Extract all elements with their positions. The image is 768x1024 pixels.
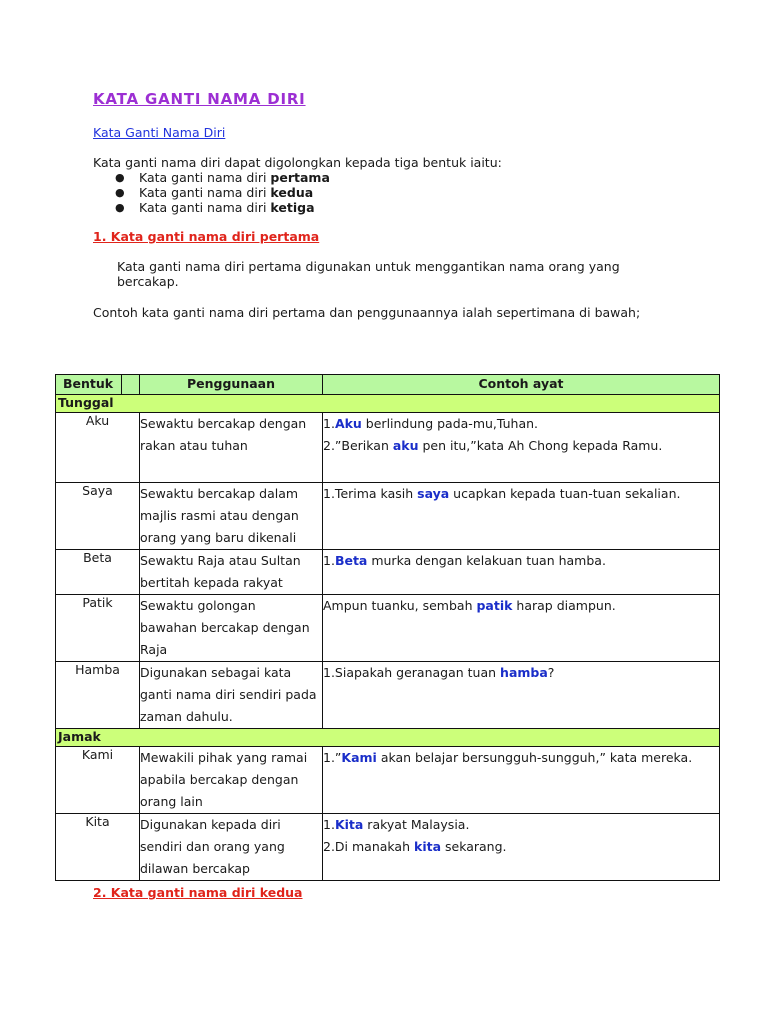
example-text: ucapkan kepada tuan-tuan sekalian. [449,486,681,501]
cell-contoh [323,814,720,881]
cell-contoh [323,413,720,483]
usage-line: Sewaktu golongan [140,598,256,613]
cell-bentuk: Patik [56,595,140,662]
pronoun-table [55,374,720,881]
example-text: murka dengan kelakuan tuan hamba. [367,553,606,568]
table-row [56,814,720,881]
usage-line: bawahan bercakap dengan [140,620,310,635]
example-line [323,662,719,684]
example-text: rakyat Malaysia. [363,817,470,832]
subtitle-link[interactable]: Kata Ganti Nama Diri [93,125,226,140]
cell-penggunaan [140,814,323,881]
section-1-paragraph: Kata ganti nama diri pertama digunakan untuk menggantikan nama orang yang bercakap. [117,259,620,289]
pronoun-highlight: Kami [341,750,377,765]
cell-penggunaan [140,662,323,729]
header-spacer [122,375,140,395]
usage-line: Mewakili pihak yang ramai [140,750,308,765]
example-line [323,814,719,836]
table-row [56,595,720,662]
pronoun-highlight: aku [392,438,419,453]
example-text: 2.”Berikan [323,438,393,453]
table-row [56,662,720,729]
usage-line: Digunakan sebagai kata [140,665,292,680]
example-text: harap diampun. [512,598,616,613]
example-line [323,550,719,572]
cell-contoh [323,747,720,814]
example-text: 1.” [323,750,342,765]
example-line [323,483,719,505]
pronoun-highlight: hamba [500,665,548,680]
example-line [323,435,719,457]
forms-list [93,170,330,215]
bullet-icon: ● [115,186,125,199]
usage-line: orang lain [140,794,203,809]
usage-line: Digunakan kepada diri [140,817,281,832]
cell-bentuk: Beta [56,550,140,595]
example-text: akan belajar bersungguh-sungguh,” kata mereka. [376,750,693,765]
usage-line: Sewaktu Raja atau Sultan [140,553,301,568]
pronoun-highlight: Beta [334,553,368,568]
cell-penggunaan [140,595,323,662]
table-row [56,550,720,595]
table-row [56,483,720,550]
pronoun-highlight: Kita [334,817,364,832]
section-2-heading: 2. Kata ganti nama diri kedua [93,885,303,900]
usage-line: rakan atau tuhan [140,438,248,453]
example-line [323,413,719,435]
example-text: 1.Siapakah geranagan tuan [323,665,501,680]
cell-penggunaan [140,413,323,483]
example-line [323,836,719,858]
cell-penggunaan [140,550,323,595]
cell-contoh [323,483,720,550]
example-line [323,595,719,617]
page-title: KATA GANTI NAMA DIRI [93,90,306,108]
group-row-jamak: Jamak [56,729,720,747]
header-bentuk: Bentuk [56,375,122,395]
usage-line: Sewaktu bercakap dalam [140,486,299,501]
example-text: pen itu,”kata Ah Chong kepada Ramu. [418,438,663,453]
cell-contoh [323,550,720,595]
usage-line: orang yang baru dikenali [140,530,297,545]
example-text: sekarang. [441,839,507,854]
usage-line: zaman dahulu. [140,709,233,724]
example-text: 1. [323,817,335,832]
pronoun-highlight: saya [417,486,450,501]
list-item: ● Kata ganti nama diri pertama [115,170,330,185]
list-item: ● Kata ganti nama diri ketiga [115,200,315,215]
table-row [56,413,720,483]
section-1-heading: 1. Kata ganti nama diri pertama [93,229,320,244]
bullet-icon: ● [115,201,125,214]
example-text: berlindung pada-mu,Tuhan. [361,416,539,431]
example-line [323,747,719,769]
example-text: 2.Di manakah [323,839,414,854]
example-intro: Contoh kata ganti nama diri pertama dan penggunaannya ialah sepertimana di bawah; [93,305,641,320]
cell-penggunaan [140,747,323,814]
header-contoh: Contoh ayat [323,375,720,395]
pronoun-highlight: patik [476,598,513,613]
example-text: 1.Terima kasih [323,486,418,501]
cell-penggunaan [140,483,323,550]
list-item: ● Kata ganti nama diri kedua [115,185,314,200]
cell-contoh [323,662,720,729]
group-row-tunggal: Tunggal [56,395,720,413]
table-header-row [56,375,720,395]
usage-line: Raja [140,642,168,657]
usage-line: majlis rasmi atau dengan [140,508,299,523]
usage-line: ganti nama diri sendiri pada [140,687,317,702]
pronoun-highlight: Aku [334,416,362,431]
example-text: Ampun tuanku, sembah [323,598,477,613]
cell-bentuk: Aku [56,413,140,483]
pronoun-highlight: kita [414,839,442,854]
cell-bentuk: Kami [56,747,140,814]
example-text: 1. [323,416,335,431]
usage-line: bertitah kepada rakyat [140,575,283,590]
usage-line: dilawan bercakap [140,861,250,876]
intro-text: Kata ganti nama diri dapat digolongkan kepada tiga bentuk iaitu: [93,155,502,170]
table-row [56,747,720,814]
usage-line: sendiri dan orang yang [140,839,285,854]
cell-bentuk: Kita [56,814,140,881]
cell-contoh [323,595,720,662]
example-text: ? [547,665,555,680]
cell-bentuk: Hamba [56,662,140,729]
usage-line: Sewaktu bercakap dengan [140,416,307,431]
bullet-icon: ● [115,171,125,184]
header-penggunaan: Penggunaan [140,375,323,395]
cell-bentuk: Saya [56,483,140,550]
example-text: 1. [323,553,335,568]
usage-line: apabila bercakap dengan [140,772,299,787]
